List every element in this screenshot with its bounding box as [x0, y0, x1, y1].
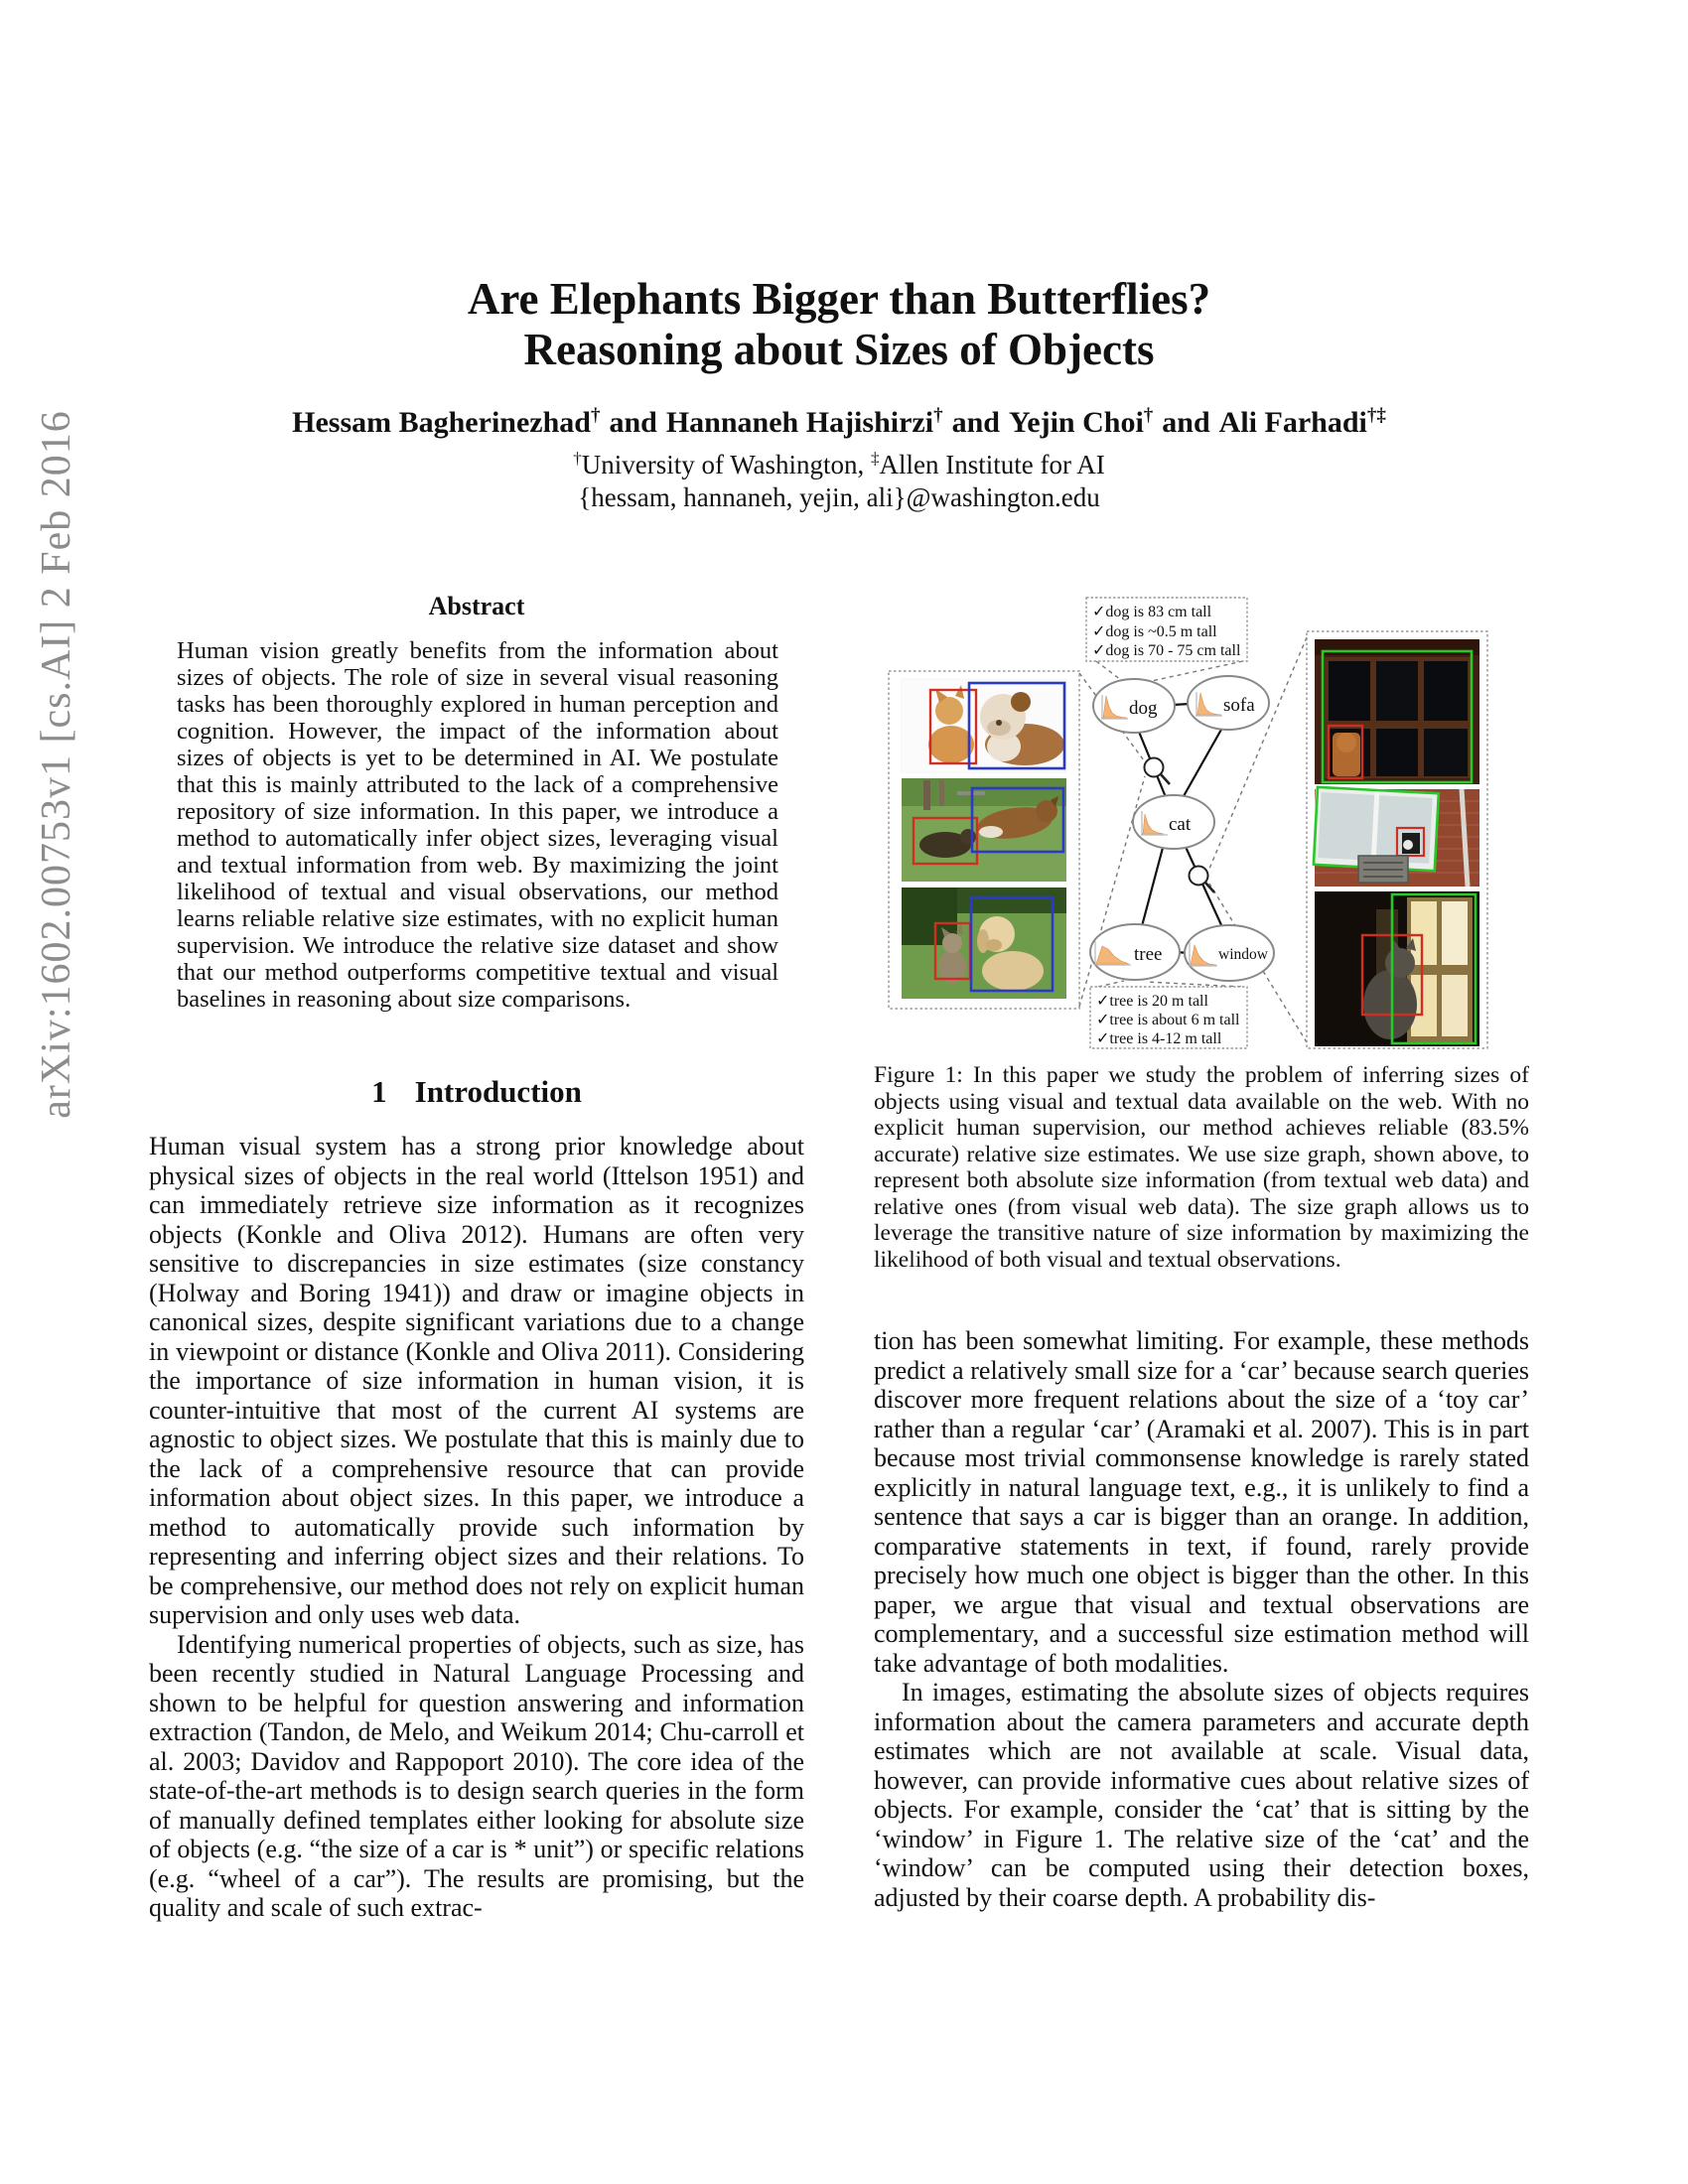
node-cat [1133, 795, 1214, 849]
magnifier-icon [1145, 758, 1164, 777]
node-label-window: window [1218, 946, 1268, 963]
photo-brick-window-cat [1314, 787, 1479, 887]
visual-observations-left [889, 671, 1079, 1009]
dog-textual-facts-box [1086, 598, 1247, 661]
node-label-sofa: sofa [1223, 695, 1255, 716]
dog-fact-3: ✓dog is 70 - 75 cm tall [1092, 642, 1241, 659]
dog-fact-2: ✓dog is ~0.5 m tall [1092, 623, 1217, 640]
section-heading-introduction [149, 1074, 804, 1110]
figure1-caption [874, 1062, 1529, 1273]
node-tree [1090, 924, 1180, 980]
edge-sofa-cat [1184, 728, 1222, 796]
right-paragraph-1: tion has been somewhat limiting. For example, these methods predict a relatively small size for a ‘car’ because search queries discover more frequent relations about the size of a ‘toy car’ rather than a regular ‘car’ (Aramaki et al. 2007). This is in part because most trivial commonsense knowledge is rarely stated explicitly in natural language text, e.g., it is unlikely to find a sentence that says a car is bigger than an orange. In addition, comparative statements in text, if found, rarely provide precisely how much one object is bigger than the other. In this paper, we argue that visual and textual observations are complementary, and a successful size estimation method will take advantage of both modalities. [874, 1326, 1529, 1678]
author-3: Yejin Choi† [1008, 405, 1154, 439]
figure1-graphic [874, 594, 1529, 1050]
photo-kitten-bulldog [902, 679, 1066, 772]
arxiv-stamp: arXiv:1602.00753v1 [cs.AI] 2 Feb 2016 [34, 410, 79, 1119]
tree-fact-2: ✓tree is about 6 m tall [1096, 1012, 1240, 1028]
size-graph-nodes [1090, 676, 1274, 981]
author-4: Ali Farhadi†‡ [1218, 405, 1386, 439]
affiliation-line: †University of Washington, ‡Allen Institute for AI [573, 449, 1105, 479]
and-separator: and [951, 406, 1000, 439]
left-column [149, 592, 804, 1923]
and-separator: and [609, 406, 657, 439]
visual-observations-right [1307, 631, 1487, 1048]
abstract-heading: Abstract [428, 592, 525, 620]
section-title: Introduction [414, 1074, 582, 1109]
magnifier-icon [1190, 867, 1208, 886]
intro-paragraph-1: Human visual system has a strong prior knowledge about physical sizes of objects in the real world (Ittelson 1951) and can immediately retrieve size information as it recognizes objects (Konkle and Oliva 2012). Humans are often very sensitive to discrepancies in size estimates (size constancy (Holway and Boring 1941)) and draw or imagine objects in canonical sizes, despite significant variations due to a change in viewpoint or distance (Konkle and Oliva 2011). Considering the importance of size information in human vision, it is counter-intuitive that most of the current AI systems are agnostic to object sizes. We postulate that this is mainly due to the lack of a comprehensive resource that can provide information about object sizes. In this paper, we introduce a method to automatically provide such information by representing and inferring object sizes and their relations. To be comprehensive, our method does not rely on explicit human supervision and only uses web data. [149, 1132, 804, 1629]
tree-fact-3: ✓tree is 4-12 m tall [1096, 1030, 1222, 1047]
intro-paragraph-2: Identifying numerical properties of objects, such as size, has been recently studied in Natural Language Processing and shown to be helpful for question answering and information extraction (Tandon, de Melo, and Weikum 2014; Chu-carroll et al. 2003; Davidov and Rappoport 2010). The core idea of the state-of-the-art methods is to design search queries in the form of manually defined templates either looking for absolute size of objects (e.g. “the size of a car is * unit”) or specific relations (e.g. “wheel of a car”). The results are promising, but the quality and scale of such extrac- [149, 1629, 804, 1922]
photo-dark-room-cat-window [1315, 891, 1479, 1046]
figure1-caption-label: Figure 1: [874, 1062, 963, 1088]
section-number: 1 [371, 1074, 387, 1109]
dog-fact-1: ✓dog is 83 cm tall [1092, 604, 1212, 620]
abstract-text: Human vision greatly benefits from the information about sizes of objects. The role of size in several visual reasoning tasks has been thoroughly explored in human perception and cognition. However, the impact of the information about sizes of objects is yet to be determined in AI. We postulate that this is mainly attributed to the lack of a comprehensive repository of size information. In this paper, we introduce a method to automatically infer object sizes, leveraging visual and textual information from web. By maximizing the joint likelihood of textual and visual observations, our method learns reliable relative size estimates, with no explicit human supervision. We introduce the relative size dataset and show that our method outperforms competitive textual and visual baselines in reasoning about size comparisons. [177, 637, 778, 1013]
tree-textual-facts-box [1090, 987, 1247, 1048]
right-paragraph-2: In images, estimating the absolute sizes of objects requires information about the camera parameters and accurate depth estimates which are not available at scale. Visual data, however, can provide informative cues about relative sizes of objects. For example, consider the ‘cat’ that is sitting by the ‘window’ in Figure 1. The relative size of the ‘cat’ and the ‘window’ can be computed using their detection boxes, adjusted by their coarse depth. A probability dis- [874, 1678, 1529, 1912]
author-block [149, 397, 1529, 514]
node-sofa [1188, 676, 1269, 730]
node-window [1185, 925, 1274, 981]
figure1-caption-text: In this paper we study the problem of inferring sizes of objects using visual and textual data available on the web. With no explicit human supervision, our method achieves reliable (83.5% accurate) relative size estimates. We use size graph, shown above, to represent both absolute size information (from textual web data) and relative ones (from visual web data). The size graph allows us to leverage the transitive nature of size information by maximizing the likelihood of both visual and textual observations. [874, 1062, 1529, 1273]
and-separator: and [1162, 406, 1210, 439]
node-label-tree: tree [1134, 944, 1163, 965]
author-line [149, 397, 1529, 442]
author-2: Hannaneh Hajishirzi† [665, 405, 943, 439]
node-label-dog: dog [1129, 698, 1158, 719]
email-line: {hessam, hannaneh, yejin, ali}@washington.edu [578, 482, 1100, 512]
node-dog [1093, 679, 1175, 733]
node-label-cat: cat [1169, 814, 1192, 835]
photo-brown-window-cat [1315, 639, 1479, 784]
title-line-2: Reasoning about Sizes of Objects [523, 325, 1155, 374]
photo-cat-dog-grass [902, 778, 1066, 882]
photo-kitten-puppy [902, 887, 1066, 999]
paper-title [149, 274, 1529, 375]
title-line-1: Are Elephants Bigger than Butterflies? [467, 274, 1211, 324]
tree-fact-1: ✓tree is 20 m tall [1096, 993, 1208, 1010]
edge-cat-tree [1142, 848, 1163, 926]
edge-cat-window [1186, 847, 1222, 927]
author-1: Hessam Bagherinezhad† [292, 405, 601, 439]
right-column [874, 594, 1529, 1912]
